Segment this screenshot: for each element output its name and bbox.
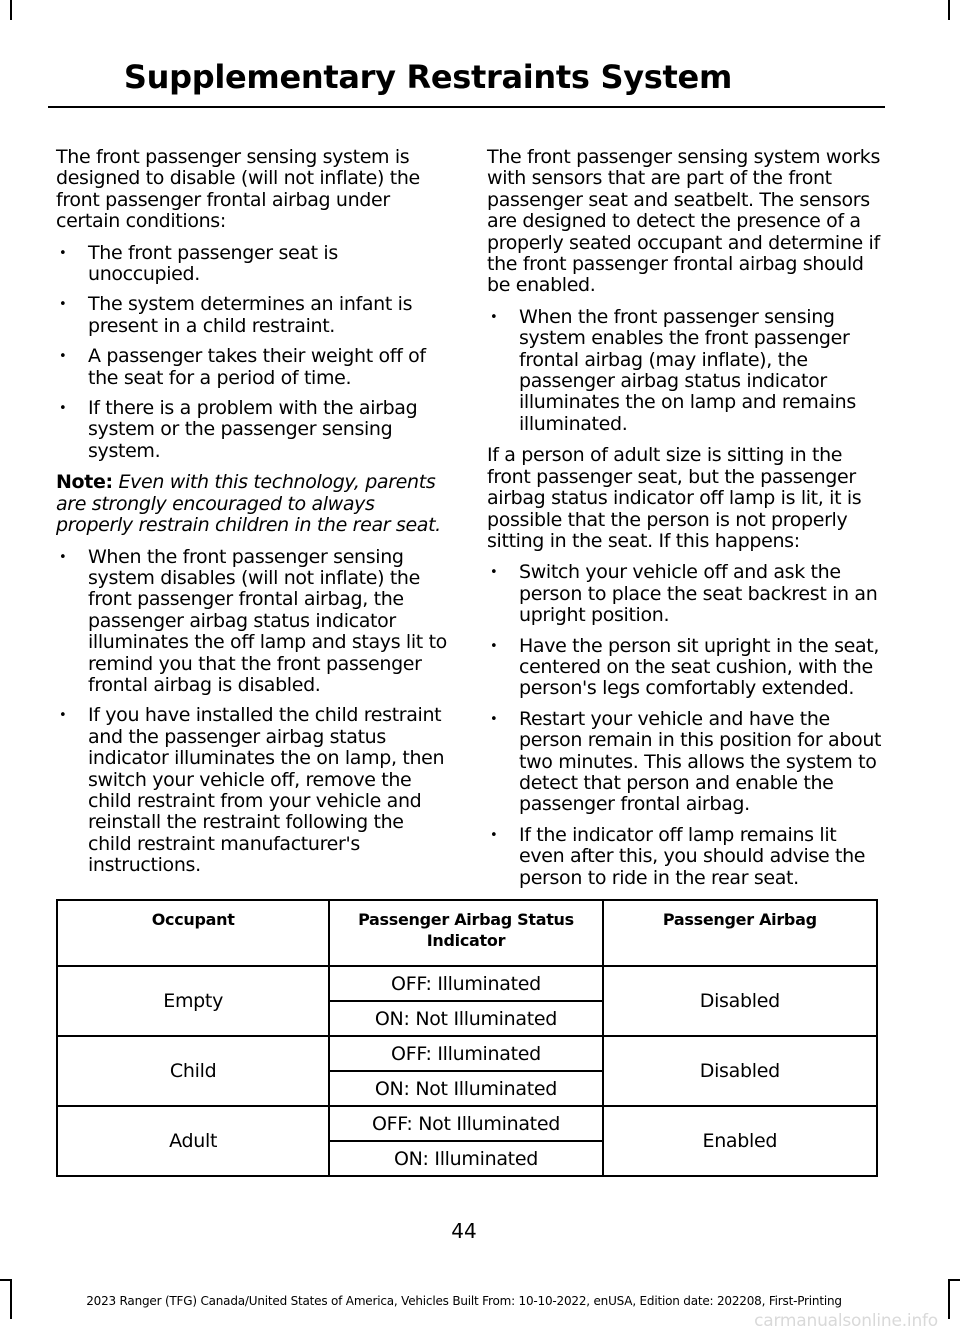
airbag-cell: Enabled — [603, 1106, 877, 1176]
indicator-cell: OFF: Illuminated — [329, 966, 602, 1001]
occupant-cell: Adult — [57, 1106, 329, 1176]
table-row — [57, 1106, 877, 1141]
list-item: • If you have installed the child restraint and the passenger airbag status indicator illuminates the on lamp, then switch your vehicle off, remove the child restraint from your vehicle and reinstall the restraint following the child restraint manufacturer's instructions. — [56, 705, 448, 876]
list-item: • Restart your vehicle and have the person remain in this position for about two minutes. This allows the system to detect that person and enable the passenger frontal airbag. — [487, 709, 882, 816]
list-item: • A passenger takes their weight off of the seat for a period of time. — [56, 346, 448, 389]
list-item: • If there is a problem with the airbag system or the passenger sensing system. — [56, 398, 448, 462]
watermark: carmanualsonline.info — [754, 1311, 938, 1331]
crop-mark-top-left-vertical — [10, 0, 12, 20]
crop-mark-bottom-right-horizontal — [948, 1279, 960, 1281]
list-item: • When the front passenger sensing system disables (will not inflate) the front passenger frontal airbag, the passenger airbag status indicator illuminates the off lamp and stays lit to remind you that the front passenger frontal airbag is disabled. — [56, 547, 448, 697]
table-row — [57, 966, 877, 1001]
list-item: • Switch your vehicle off and ask the person to place the seat backrest in an upright position. — [487, 562, 882, 626]
note-text: Even with this technology, parents are strongly encouraged to always properly restrain children in the rear seat. — [56, 471, 441, 537]
header-indicator: Passenger Airbag Status Indicator — [329, 900, 602, 966]
header-occupant: Occupant — [57, 900, 329, 966]
list-item: • When the front passenger sensing system enables the front passenger frontal airbag (may inflate), the passenger airbag status indicator illuminates the on lamp and remains illuminated. — [487, 307, 882, 435]
airbag-cell: Disabled — [603, 966, 877, 1036]
crop-mark-top-right-vertical — [948, 0, 950, 20]
note-label: Note: — [56, 471, 113, 494]
conditions-list — [56, 243, 448, 463]
list-item: • The system determines an infant is present in a child restraint. — [56, 294, 448, 337]
left-bullets — [56, 547, 448, 877]
header-airbag: Passenger Airbag — [603, 900, 877, 966]
table-header-row — [57, 900, 877, 966]
indicator-cell: ON: Illuminated — [329, 1141, 602, 1176]
indicator-cell: OFF: Illuminated — [329, 1036, 602, 1071]
page-number: 44 — [451, 1219, 477, 1243]
crop-mark-bottom-right-vertical — [948, 1279, 950, 1319]
left-intro: The front passenger sensing system is designed to disable (will not inflate) the front passenger frontal airbag under certain conditions: — [56, 146, 420, 233]
occupant-cell: Child — [57, 1036, 329, 1106]
header-divider — [48, 106, 885, 108]
right-paragraph-2: If a person of adult size is sitting in the front passenger seat, but the passenger airbag status indicator off lamp is lit, it is possible that the person is not properly sitting in the seat. If this happens: — [487, 444, 862, 552]
right-bullets-1 — [487, 307, 882, 435]
right-intro: The front passenger sensing system works with sensors that are part of the front passenger seat and seatbelt. The sensors are designed to detect the presence of a properly seated occupant and determine if the front passenger frontal airbag should be enabled. — [487, 146, 881, 297]
note — [56, 472, 448, 536]
footer-text: 2023 Ranger (TFG) Canada/United States of America, Vehicles Built From: 10-10-2022, enUSA, Edition date: 202208, First-Printing — [86, 1294, 842, 1308]
table-row — [57, 1036, 877, 1071]
airbag-status-table — [56, 899, 878, 1177]
occupant-cell: Empty — [57, 966, 329, 1036]
right-column — [487, 147, 882, 899]
list-item: • If the indicator off lamp remains lit even after this, you should advise the person to ride in the rear seat. — [487, 825, 882, 889]
right-bullets-2 — [487, 562, 882, 889]
crop-mark-bottom-left-horizontal — [0, 1279, 12, 1281]
indicator-cell: OFF: Not Illuminated — [329, 1106, 602, 1141]
indicator-cell: ON: Not Illuminated — [329, 1071, 602, 1106]
list-item: • The front passenger seat is unoccupied. — [56, 243, 448, 286]
airbag-cell: Disabled — [603, 1036, 877, 1106]
indicator-cell: ON: Not Illuminated — [329, 1001, 602, 1036]
list-item: • Have the person sit upright in the seat, centered on the seat cushion, with the person's legs comfortably extended. — [487, 636, 882, 700]
left-column — [56, 147, 448, 887]
page-title: Supplementary Restraints System — [123, 58, 732, 96]
